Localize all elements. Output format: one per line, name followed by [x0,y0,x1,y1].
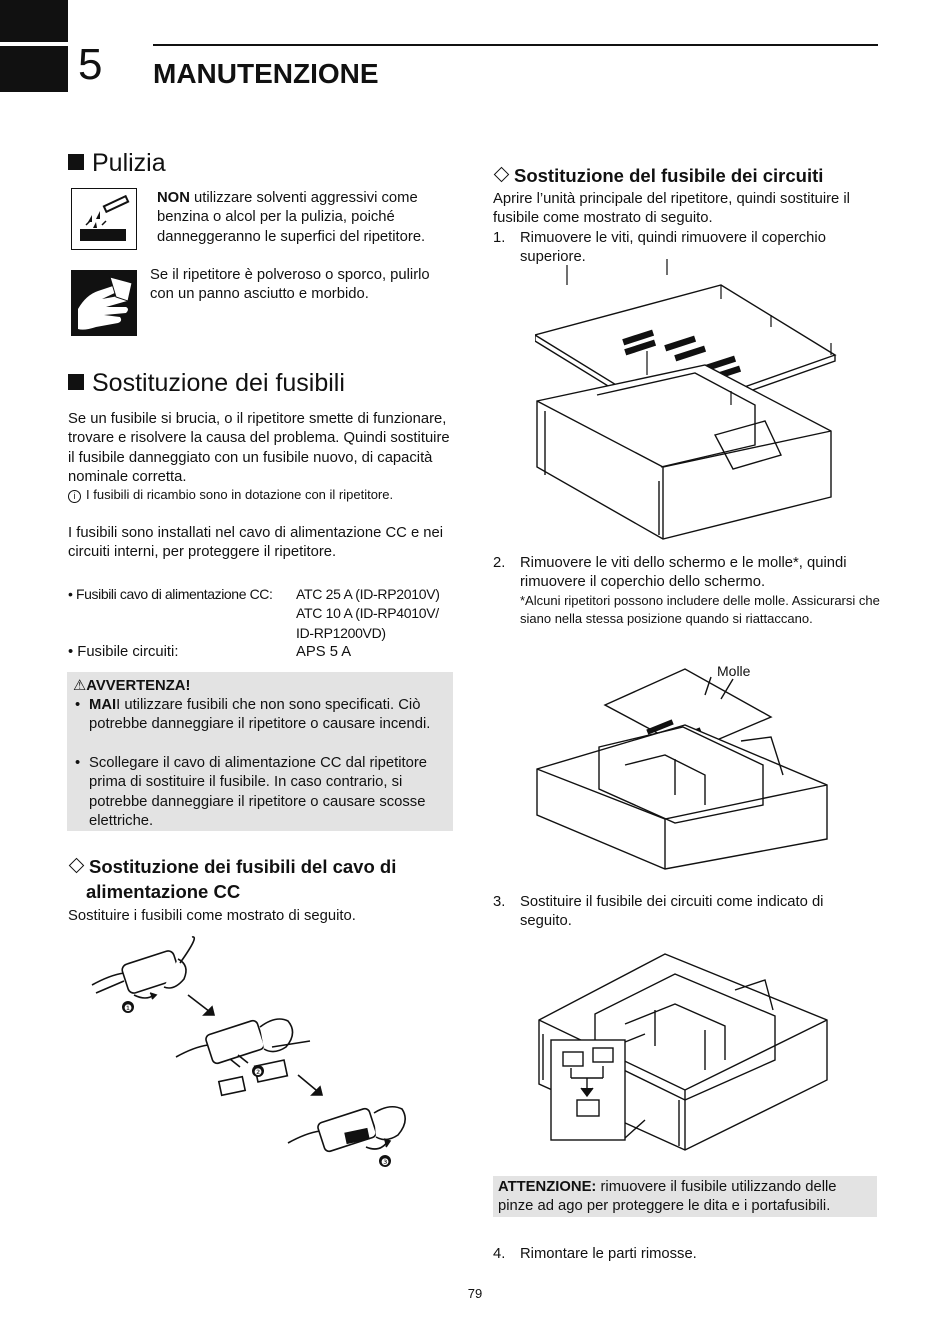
molle-label: Molle [717,663,751,679]
fuse-spec-row: ATC 10 A (ID-RP4010V/ [296,605,439,622]
step-badge-1: ❶ [123,1003,133,1013]
page-number: 79 [467,1286,483,1301]
chapter-tab [0,0,68,92]
fusibili-location-text: I fusibili sono installati nel cavo di alimentazione CC e nei circuiti interni, per proteggere il ripetitore. [68,525,444,561]
step-3: 3. Sostituire il fusibile dei circuiti come indicato di seguito. [493,894,824,930]
cavo-heading: Sostituzione dei fusibili del cavo di alimentazione CC [68,854,458,904]
chapter-rule [153,44,878,46]
step-2: 2. Rimuovere le viti dello schermo e le molle*, quindi rimuovere il coperchio dello schermo. [493,555,847,591]
shield-cover-removal-illustration [535,655,845,870]
step-badge-2: ❷ [253,1067,263,1077]
dc-cable-fuse-illustration [80,935,410,1175]
warning-item: • MAII utilizzare fusibili che non sono specificati. Ciò potrebbe danneggiare il ripetitore o causare incendi. [75,697,431,733]
fusibili-intro: Se un fusibile si brucia, o il ripetitore smette di funzionare, trovare e risolvere la causa del problema. Quindi sostituire il fusibile danneggiato con un fusibile nuovo, di capacità nominale corretta. [68,411,450,486]
circuit-fuse-replacement-illustration [535,950,835,1160]
step-badge-3: ❸ [380,1157,390,1167]
fusibili-note: i I fusibili di ricambio sono in dotazione con il ripetitore. [68,486,453,504]
fuse-spec-row: ID-RP1200VD) [296,624,386,641]
no-solvent-icon [71,188,137,250]
pulizia-heading: Pulizia [68,148,166,178]
cavo-intro: Sostituire i fusibili come mostrato di seguito. [68,908,356,924]
fuse-spec-list [68,585,458,663]
step-2-note: *Alcuni ripetitori possono includere delle molle. Assicurarsi che siano nella stessa posizione quando si riattaccano. [520,593,880,626]
fuse-spec-row: • Fusibili cavo di alimentazione CC: ATC 25 A (ID-RP2010V) [68,586,440,602]
fuse-spec-row: • Fusibile circuiti: APS 5 A [68,644,352,661]
top-cover-removal-illustration [535,255,845,540]
info-icon: i [68,490,81,503]
cloth-wipe-icon [71,270,137,336]
warning-triangle-icon: ⚠ [73,678,87,694]
warning-box [67,672,453,831]
warning-item: • Scollegare il cavo di alimentazione CC dal ripetitore prima di sostituire il fusibile. In caso contrario, si potrebbe danneggiare il ripetitore o causare scosse elettriche. [75,755,428,830]
step-4: 4. Rimontare le parti rimosse. [493,1246,697,1262]
warning-title: ⚠AVVERTENZA! [73,678,191,694]
circuiti-heading: Sostituzione del fusibile dei circuiti [493,163,893,188]
pulizia-warning-text: NON utilizzare solventi aggressivi come benzina o alcol per la pulizia, poiché danneggeranno le superfici del ripetitore. [157,190,426,245]
fusibili-heading: Sostituzione dei fusibili [68,368,345,398]
pulizia-cloth-text: Se il ripetitore è polveroso o sporco, pulirlo con un panno asciutto e morbido. [150,267,430,303]
chapter-number: 5 [78,40,103,89]
circuiti-intro: Aprire l’unità principale del ripetitore, quindi sostituire il fusibile come mostrato di seguito. [493,191,850,227]
caution-box [493,1176,877,1217]
step-1: 1. Rimuovere le viti, quindi rimuovere il coperchio superiore. [493,230,826,266]
chapter-title: MANUTENZIONE [153,58,379,89]
caution-text: ATTENZIONE: rimuovere il fusibile utilizzando delle pinze ad ago per proteggere le dita e i portafusibili. [498,1179,837,1215]
